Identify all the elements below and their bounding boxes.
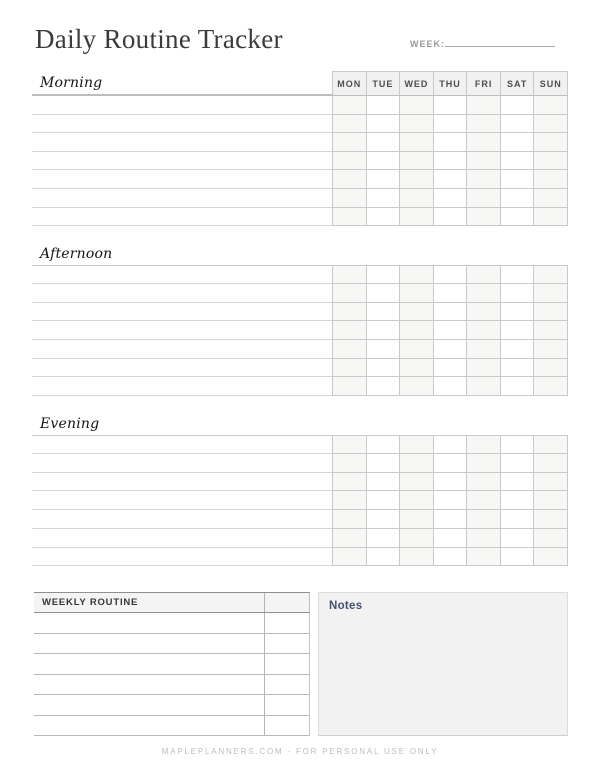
check-cell-sat[interactable]	[501, 454, 535, 473]
check-cell-wed[interactable]	[400, 510, 434, 529]
weekly-routine-row	[34, 634, 310, 655]
weekly-routine-row	[34, 613, 310, 634]
routine-writing-line[interactable]	[32, 435, 332, 454]
check-cell-mon[interactable]	[332, 548, 367, 567]
check-cell-wed[interactable]	[400, 189, 434, 208]
check-cell-tue[interactable]	[367, 152, 401, 171]
check-cell-sun[interactable]	[534, 96, 568, 115]
check-cell-wed[interactable]	[400, 115, 434, 134]
day-header-sat: SAT	[501, 71, 535, 96]
routine-writing-line[interactable]	[32, 284, 332, 303]
weekly-check-cell[interactable]	[264, 634, 309, 655]
routine-writing-line[interactable]	[32, 189, 332, 208]
check-cell-mon[interactable]	[332, 491, 367, 510]
check-cell-fri[interactable]	[467, 435, 501, 454]
day-header-mon: MON	[332, 71, 367, 96]
check-cell-fri[interactable]	[467, 96, 501, 115]
afternoon-row	[32, 340, 568, 359]
check-cell-wed[interactable]	[400, 133, 434, 152]
morning-label-cell	[32, 71, 332, 96]
check-cell-wed[interactable]	[400, 473, 434, 492]
check-cell-fri[interactable]	[467, 491, 501, 510]
routine-writing-line[interactable]	[32, 152, 332, 171]
check-cell-mon[interactable]	[332, 510, 367, 529]
weekly-check-cell[interactable]	[264, 695, 309, 716]
weekly-routine-row	[34, 654, 310, 675]
day-header-fri: FRI	[467, 71, 501, 96]
check-cell-tue[interactable]	[367, 189, 401, 208]
check-cell-mon[interactable]	[332, 435, 367, 454]
check-cell-wed[interactable]	[400, 208, 434, 227]
check-cell-tue[interactable]	[367, 133, 401, 152]
check-cell-thu[interactable]	[434, 377, 468, 396]
check-cell-mon[interactable]	[332, 96, 367, 115]
check-cell-thu[interactable]	[434, 529, 468, 548]
check-cell-sat[interactable]	[501, 548, 535, 567]
check-cell-sat[interactable]	[501, 265, 535, 284]
evening-grid	[32, 435, 568, 566]
check-cell-tue[interactable]	[367, 208, 401, 227]
check-cell-thu[interactable]	[434, 96, 468, 115]
routine-writing-line[interactable]	[32, 340, 332, 359]
check-cell-tue[interactable]	[367, 96, 401, 115]
evening-label-row	[32, 413, 568, 435]
check-cell-tue[interactable]	[367, 529, 401, 548]
check-cell-wed[interactable]	[400, 454, 434, 473]
check-cell-sun[interactable]	[534, 284, 568, 303]
weekly-check-cell[interactable]	[264, 716, 309, 737]
afternoon-row	[32, 284, 568, 303]
check-cell-sun[interactable]	[534, 529, 568, 548]
check-cell-thu[interactable]	[434, 115, 468, 134]
routine-writing-line[interactable]	[32, 377, 332, 396]
check-cell-mon[interactable]	[332, 133, 367, 152]
section-morning	[32, 71, 568, 226]
page-title: Daily Routine Tracker	[35, 23, 283, 54]
check-cell-thu[interactable]	[434, 548, 468, 567]
check-cell-wed[interactable]	[400, 359, 434, 378]
check-cell-wed[interactable]	[400, 265, 434, 284]
check-cell-wed[interactable]	[400, 303, 434, 322]
morning-row	[32, 189, 568, 208]
check-cell-mon[interactable]	[332, 303, 367, 322]
check-cell-sun[interactable]	[534, 491, 568, 510]
check-cell-fri[interactable]	[467, 377, 501, 396]
section-title-morning: Morning	[40, 74, 103, 91]
check-cell-sat[interactable]	[501, 170, 535, 189]
check-cell-fri[interactable]	[467, 208, 501, 227]
check-cell-sun[interactable]	[534, 435, 568, 454]
check-cell-fri[interactable]	[467, 473, 501, 492]
weekly-check-cell[interactable]	[264, 654, 309, 675]
weekly-task-line[interactable]	[34, 695, 264, 716]
page-header	[32, 22, 568, 56]
check-cell-sun[interactable]	[534, 189, 568, 208]
check-cell-tue[interactable]	[367, 265, 401, 284]
section-afternoon	[32, 243, 568, 396]
check-cell-mon[interactable]	[332, 340, 367, 359]
check-cell-thu[interactable]	[434, 170, 468, 189]
check-cell-thu[interactable]	[434, 491, 468, 510]
check-cell-sat[interactable]	[501, 321, 535, 340]
morning-row	[32, 133, 568, 152]
morning-row	[32, 152, 568, 171]
check-cell-thu[interactable]	[434, 359, 468, 378]
morning-grid	[32, 96, 568, 226]
morning-row	[32, 115, 568, 134]
check-cell-sun[interactable]	[534, 473, 568, 492]
check-cell-sat[interactable]	[501, 284, 535, 303]
check-cell-fri[interactable]	[467, 359, 501, 378]
check-cell-thu[interactable]	[434, 133, 468, 152]
check-cell-fri[interactable]	[467, 284, 501, 303]
check-cell-sat[interactable]	[501, 133, 535, 152]
section-evening	[32, 413, 568, 566]
evening-row	[32, 473, 568, 492]
check-cell-sat[interactable]	[501, 377, 535, 396]
weekly-routine-table	[34, 592, 310, 736]
check-cell-sat[interactable]	[501, 189, 535, 208]
check-cell-mon[interactable]	[332, 152, 367, 171]
check-cell-mon[interactable]	[332, 284, 367, 303]
check-cell-sun[interactable]	[534, 170, 568, 189]
check-cell-sun[interactable]	[534, 454, 568, 473]
check-cell-tue[interactable]	[367, 303, 401, 322]
check-cell-tue[interactable]	[367, 548, 401, 567]
routine-writing-line[interactable]	[32, 321, 332, 340]
check-cell-fri[interactable]	[467, 152, 501, 171]
section-title-afternoon: Afternoon	[40, 246, 113, 263]
check-cell-sat[interactable]	[501, 340, 535, 359]
check-cell-thu[interactable]	[434, 152, 468, 171]
check-cell-sun[interactable]	[534, 265, 568, 284]
weekly-routine-rows	[34, 613, 310, 736]
evening-row	[32, 435, 568, 454]
afternoon-row	[32, 359, 568, 378]
check-cell-sun[interactable]	[534, 321, 568, 340]
check-cell-fri[interactable]	[467, 189, 501, 208]
check-cell-sat[interactable]	[501, 152, 535, 171]
check-cell-mon[interactable]	[332, 359, 367, 378]
check-cell-mon[interactable]	[332, 377, 367, 396]
check-cell-mon[interactable]	[332, 115, 367, 134]
check-cell-tue[interactable]	[367, 359, 401, 378]
check-cell-sun[interactable]	[534, 510, 568, 529]
check-cell-wed[interactable]	[400, 284, 434, 303]
check-cell-wed[interactable]	[400, 548, 434, 567]
evening-row	[32, 529, 568, 548]
evening-row	[32, 491, 568, 510]
weekly-check-cell[interactable]	[264, 675, 309, 696]
check-cell-wed[interactable]	[400, 529, 434, 548]
day-header-thu: THU	[434, 71, 468, 96]
check-cell-fri[interactable]	[467, 529, 501, 548]
check-cell-thu[interactable]	[434, 284, 468, 303]
check-cell-thu[interactable]	[434, 321, 468, 340]
routine-writing-line[interactable]	[32, 208, 332, 227]
weekly-routine-row	[34, 695, 310, 716]
morning-row	[32, 96, 568, 115]
check-cell-fri[interactable]	[467, 454, 501, 473]
check-cell-thu[interactable]	[434, 208, 468, 227]
check-cell-fri[interactable]	[467, 321, 501, 340]
weekly-task-line[interactable]	[34, 634, 264, 655]
routine-writing-line[interactable]	[32, 359, 332, 378]
check-cell-sat[interactable]	[501, 529, 535, 548]
routine-writing-line[interactable]	[32, 96, 332, 115]
check-cell-sun[interactable]	[534, 152, 568, 171]
notes-title: Notes	[329, 600, 363, 613]
check-cell-thu[interactable]	[434, 265, 468, 284]
check-cell-tue[interactable]	[367, 115, 401, 134]
check-cell-sun[interactable]	[534, 133, 568, 152]
check-cell-sat[interactable]	[501, 359, 535, 378]
check-cell-sun[interactable]	[534, 359, 568, 378]
check-cell-sun[interactable]	[534, 303, 568, 322]
check-cell-mon[interactable]	[332, 208, 367, 227]
weekly-check-cell[interactable]	[264, 613, 309, 634]
check-cell-tue[interactable]	[367, 473, 401, 492]
evening-row	[32, 454, 568, 473]
check-cell-wed[interactable]	[400, 96, 434, 115]
check-cell-wed[interactable]	[400, 152, 434, 171]
routine-writing-line[interactable]	[32, 303, 332, 322]
afternoon-row	[32, 265, 568, 284]
routine-writing-line[interactable]	[32, 454, 332, 473]
check-cell-thu[interactable]	[434, 473, 468, 492]
check-cell-tue[interactable]	[367, 340, 401, 359]
check-cell-fri[interactable]	[467, 303, 501, 322]
check-cell-sat[interactable]	[501, 303, 535, 322]
check-cell-mon[interactable]	[332, 321, 367, 340]
afternoon-label-row	[32, 243, 568, 265]
check-cell-sun[interactable]	[534, 548, 568, 567]
day-header-wed: WED	[400, 71, 434, 96]
morning-row	[32, 208, 568, 227]
check-cell-fri[interactable]	[467, 340, 501, 359]
routine-writing-line[interactable]	[32, 170, 332, 189]
weekly-task-line[interactable]	[34, 613, 264, 634]
weekly-routine-row	[34, 716, 310, 737]
weekly-routine-title: WEEKLY ROUTINE	[42, 597, 139, 609]
check-cell-fri[interactable]	[467, 115, 501, 134]
check-cell-sat[interactable]	[501, 510, 535, 529]
check-cell-wed[interactable]	[400, 170, 434, 189]
check-cell-thu[interactable]	[434, 454, 468, 473]
evening-row	[32, 548, 568, 567]
check-cell-tue[interactable]	[367, 284, 401, 303]
afternoon-row	[32, 377, 568, 396]
routine-writing-line[interactable]	[32, 529, 332, 548]
afternoon-row	[32, 321, 568, 340]
check-cell-thu[interactable]	[434, 340, 468, 359]
footer-credit: MAPLEPLANNERS.COM - FOR PERSONAL USE ONLY	[161, 747, 439, 757]
week-label: WEEK:	[410, 38, 445, 49]
check-cell-thu[interactable]	[434, 189, 468, 208]
bottom-panels	[34, 592, 568, 736]
check-cell-mon[interactable]	[332, 189, 367, 208]
routine-writing-line[interactable]	[32, 510, 332, 529]
check-cell-wed[interactable]	[400, 340, 434, 359]
routine-writing-line[interactable]	[32, 133, 332, 152]
week-fill-line[interactable]	[445, 36, 555, 47]
check-cell-wed[interactable]	[400, 435, 434, 454]
weekly-routine-header-row	[34, 592, 310, 613]
check-cell-tue[interactable]	[367, 321, 401, 340]
check-cell-sun[interactable]	[534, 208, 568, 227]
afternoon-row	[32, 303, 568, 322]
notes-box[interactable]	[318, 592, 568, 736]
routine-writing-line[interactable]	[32, 473, 332, 492]
check-cell-sat[interactable]	[501, 208, 535, 227]
check-cell-sat[interactable]	[501, 115, 535, 134]
check-cell-mon[interactable]	[332, 529, 367, 548]
check-cell-sat[interactable]	[501, 435, 535, 454]
check-cell-tue[interactable]	[367, 435, 401, 454]
check-cell-wed[interactable]	[400, 491, 434, 510]
weekly-routine-check-header-cell	[264, 593, 309, 612]
check-cell-fri[interactable]	[467, 133, 501, 152]
evening-row	[32, 510, 568, 529]
check-cell-tue[interactable]	[367, 510, 401, 529]
section-title-evening: Evening	[40, 416, 100, 433]
check-cell-fri[interactable]	[467, 510, 501, 529]
routine-writing-line[interactable]	[32, 548, 332, 567]
check-cell-fri[interactable]	[467, 548, 501, 567]
check-cell-sat[interactable]	[501, 491, 535, 510]
weekly-task-line[interactable]	[34, 716, 264, 737]
morning-header-row	[32, 71, 568, 96]
routine-writing-line[interactable]	[32, 491, 332, 510]
check-cell-mon[interactable]	[332, 454, 367, 473]
weekly-task-line[interactable]	[34, 654, 264, 675]
check-cell-sat[interactable]	[501, 96, 535, 115]
check-cell-sun[interactable]	[534, 115, 568, 134]
routine-writing-line[interactable]	[32, 265, 332, 284]
check-cell-sat[interactable]	[501, 473, 535, 492]
check-cell-tue[interactable]	[367, 454, 401, 473]
day-header-tue: TUE	[367, 71, 401, 96]
check-cell-tue[interactable]	[367, 491, 401, 510]
routine-writing-line[interactable]	[32, 115, 332, 134]
check-cell-tue[interactable]	[367, 377, 401, 396]
check-cell-tue[interactable]	[367, 170, 401, 189]
check-cell-mon[interactable]	[332, 265, 367, 284]
check-cell-fri[interactable]	[467, 265, 501, 284]
day-header-sun: SUN	[534, 71, 568, 96]
check-cell-thu[interactable]	[434, 303, 468, 322]
check-cell-sun[interactable]	[534, 340, 568, 359]
check-cell-wed[interactable]	[400, 377, 434, 396]
check-cell-wed[interactable]	[400, 321, 434, 340]
afternoon-grid	[32, 265, 568, 396]
weekly-task-line[interactable]	[34, 675, 264, 696]
day-header-row	[332, 71, 568, 96]
weekly-routine-row	[34, 675, 310, 696]
check-cell-thu[interactable]	[434, 510, 468, 529]
check-cell-sun[interactable]	[534, 377, 568, 396]
check-cell-fri[interactable]	[467, 170, 501, 189]
week-field	[410, 36, 555, 49]
check-cell-thu[interactable]	[434, 435, 468, 454]
check-cell-mon[interactable]	[332, 170, 367, 189]
morning-row	[32, 170, 568, 189]
check-cell-mon[interactable]	[332, 473, 367, 492]
